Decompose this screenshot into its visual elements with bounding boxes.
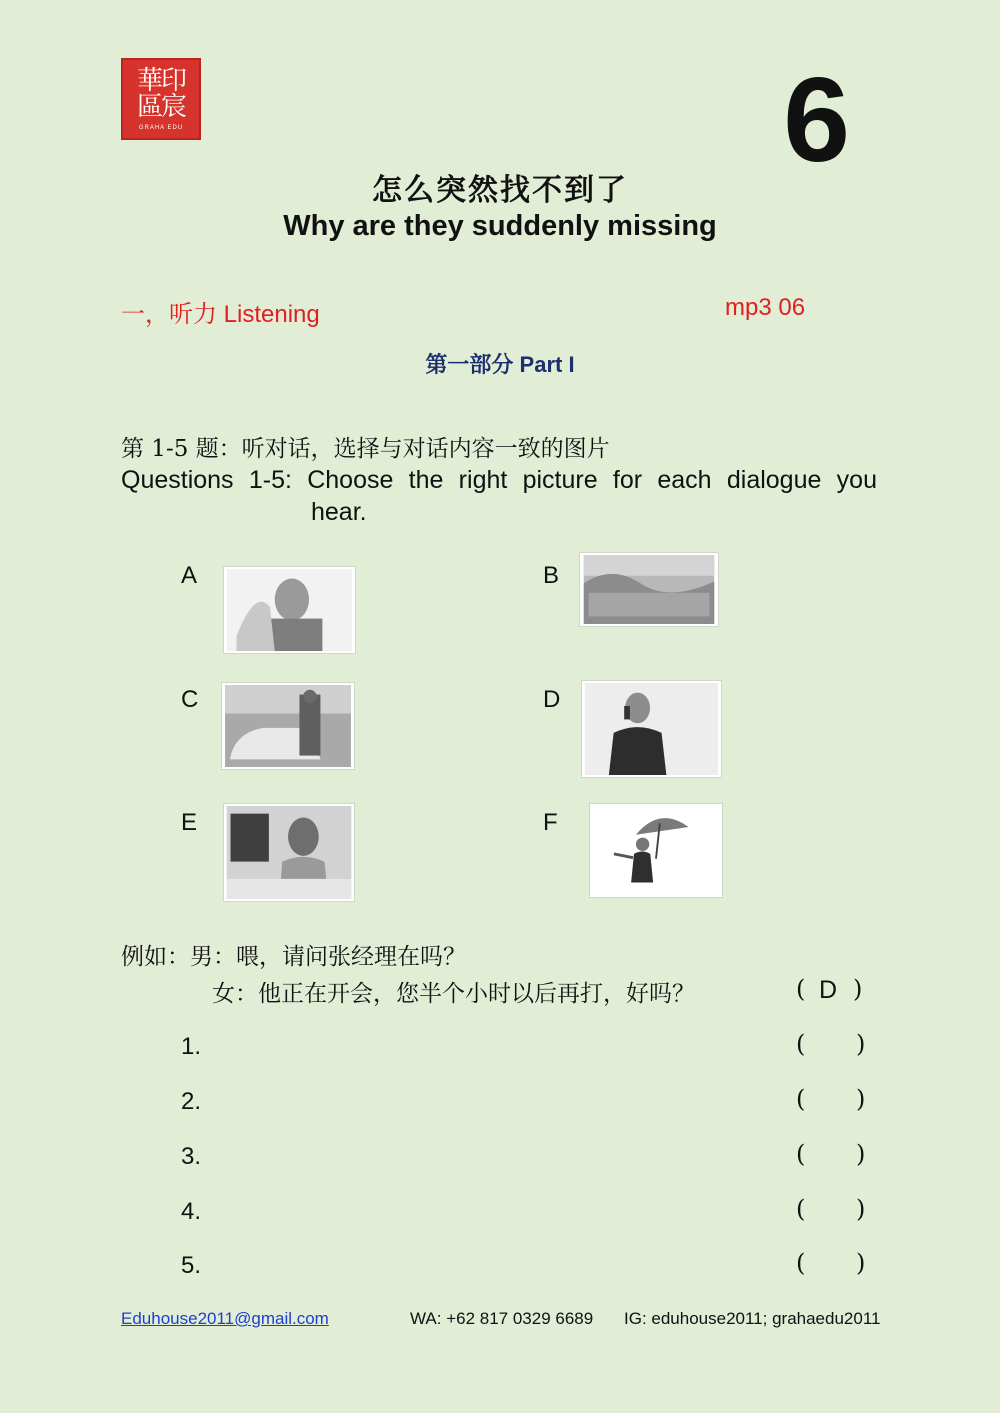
question-number: 4.: [181, 1198, 202, 1225]
man-thinking-photo-icon: [224, 567, 355, 653]
answer-paren-close: ): [856, 1249, 866, 1277]
footer-email-link[interactable]: Eduhouse2011@gmail.com: [121, 1309, 329, 1328]
answer-paren-close: ): [856, 1030, 866, 1058]
part-heading-en: Part I: [519, 352, 575, 377]
answer-paren-close: ): [856, 1140, 866, 1168]
part-heading-cn: 第一部分: [425, 352, 514, 378]
answer-paren-close: ): [856, 1195, 866, 1223]
answer-paren-open: (: [796, 1249, 806, 1277]
example-paren-open: (: [796, 975, 806, 1003]
man-umbrella-photo-icon: [590, 804, 722, 897]
logo-glyphs: 華印: [136, 66, 185, 96]
footer-whatsapp: WA: +62 817 0329 6689: [410, 1309, 594, 1328]
instructions-en-line1: Questions 1-5: Choose the right picture for each dialogue you: [121, 466, 877, 494]
example-question: 例如：男：喂，请问张经理在吗？: [121, 944, 466, 970]
landscape-photo-icon: [580, 553, 718, 626]
example-paren-close: ): [853, 975, 863, 1003]
answer-paren-open: (: [796, 1085, 806, 1113]
part-heading: [0, 348, 1000, 379]
example-reply: 女：他正在开会，您半个小时以后再打，好吗？: [212, 981, 695, 1007]
section-heading: [121, 294, 320, 329]
woman-computer-photo-icon: [224, 804, 354, 901]
example-answer: D: [819, 976, 838, 1004]
instructions-cn: 第 1-5 题：听对话，选择与对话内容一致的图片: [121, 436, 610, 462]
question-number: 5.: [181, 1252, 202, 1279]
answer-paren-open: (: [796, 1195, 806, 1223]
logo-subtitle: GRAHA EDU: [138, 125, 184, 131]
option-letter-e: E: [181, 809, 198, 836]
logo-glyphs-2: 區宸: [136, 92, 185, 122]
section-heading-cn: 一，听力: [121, 300, 217, 328]
lesson-number: 6: [783, 53, 850, 187]
section-heading-en: Listening: [223, 301, 320, 328]
instructions-en-line2: hear.: [311, 498, 367, 526]
answer-paren-open: (: [796, 1030, 806, 1058]
option-letter-c: C: [181, 686, 199, 713]
answer-paren-close: ): [856, 1085, 866, 1113]
question-number: 1.: [181, 1033, 202, 1060]
audio-track-label: mp3 06: [725, 294, 806, 321]
footer-instagram: IG: eduhouse2011; grahaedu2011: [624, 1309, 881, 1328]
option-letter-a: A: [181, 562, 198, 589]
question-number: 3.: [181, 1143, 202, 1170]
option-letter-d: D: [543, 686, 561, 713]
car-street-photo-icon: [222, 683, 354, 769]
answer-paren-open: (: [796, 1140, 806, 1168]
title-english: Why are they suddenly missing: [283, 210, 717, 242]
question-number: 2.: [181, 1088, 202, 1115]
logo: [121, 58, 201, 140]
option-letter-f: F: [543, 809, 558, 836]
option-letter-b: B: [543, 562, 560, 589]
woman-phone-photo-icon: [582, 681, 721, 777]
title-chinese: 怎么突然找不到了: [372, 173, 628, 208]
